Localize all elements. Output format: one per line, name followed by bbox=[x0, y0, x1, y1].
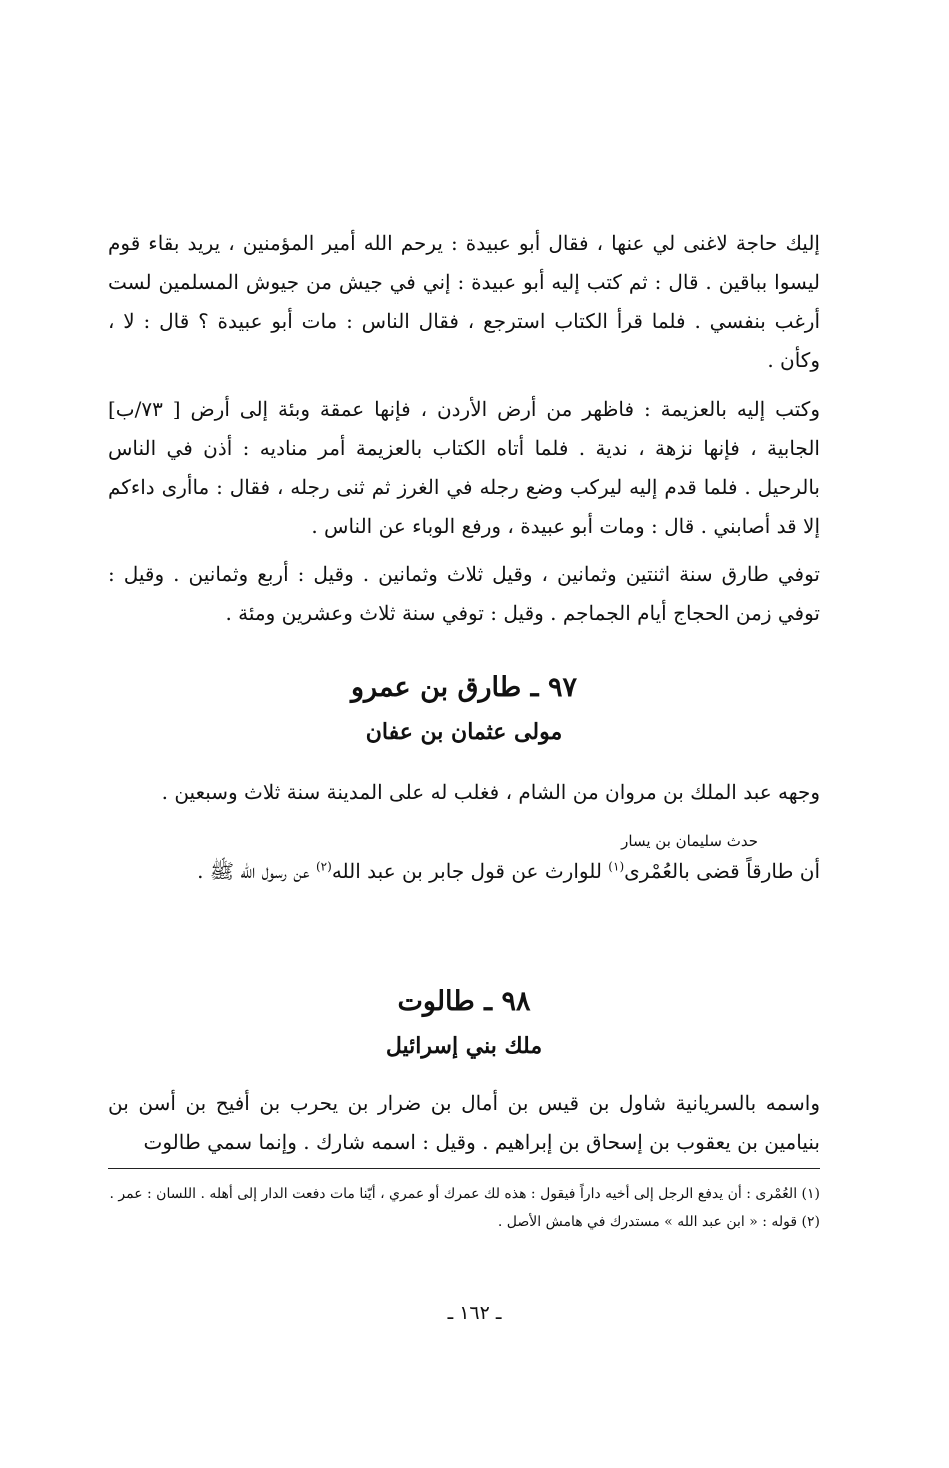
entry-97-isnad: حدث سليمان بن يسار bbox=[621, 832, 758, 850]
hadith-part-b: للوارث عن قول جابر بن عبد الله bbox=[331, 859, 609, 883]
entry-98-subtitle: ملك بني إسرائيل bbox=[385, 1033, 543, 1059]
paragraph-tariq-death: توفي طارق سنة اثنتين وثمانين ، وقيل ثلاث وثمانين . وقيل : أربع وثمانين . وقيل : توفي زمن الحجاج أيام الجماجم . وقيل : توفي سنة ثلاث وعشرين ومئة . bbox=[108, 562, 820, 625]
entry-97-hadith bbox=[108, 852, 820, 891]
footnote-separator bbox=[108, 1168, 820, 1169]
hadith-part-c: عن رسول الله ﷺ . bbox=[197, 859, 316, 883]
entry-98-title: ٩٨ ـ طالوت bbox=[397, 986, 531, 1017]
paragraph-abu-ubayda-reply: إليك حاجة لاغنى لي عنها ، فقال أبو عبيدة : يرحم الله أمير المؤمنين ، يريد بقاء قوم ليسوا بباقين . قال : ثم كتب إليه أبو عبيدة : إني في جيش من جيوش المسلمين لست أرغب بنفسي . فلما قرأ الكتاب استرجع ، فقال الناس : مات أبو عبيدة ؟ قال : لا ، وكأن . bbox=[108, 231, 820, 372]
footnote-2: (٢) قوله : « ابن عبد الله » مستدرك في هامش الأصل . bbox=[497, 1214, 820, 1230]
entry-97-subtitle: مولى عثمان بن عفان bbox=[365, 719, 563, 745]
hadith-part-a: أن طارقاً قضى بالعُمْرى bbox=[624, 859, 820, 883]
entry-98-paragraph: واسمه بالسريانية شاول بن قيس بن أمال بن ضرار بن يحرب بن أفيح بن أسن بن بنيامين بن يعقوب بن إسحاق بن إبراهيم . وقيل : اسمه شارك . وإنما سمي طالوت bbox=[108, 1091, 820, 1154]
footnotes bbox=[108, 1180, 820, 1236]
paragraph-letter-jabiya: وكتب إليه بالعزيمة : فاظهر من أرض الأردن ، فإنها عمقة وبئة إلى أرض [ ٧٣/ب] الجابية ، فإنها نزهة ، ندية . فلما أتاه الكتاب بالعزيمة أمر مناديه : أذن في الناس بالرحيل . فلما قدم إليه ليركب وضع رجله في الغرز ثم ثنى رجله ، فقال : ماأرى داءكم إلا قد أصابني . قال : ومات أبو عبيدة ، ورفع الوباء عن الناس . bbox=[108, 397, 820, 538]
footnote-ref-1[interactable]: (١) bbox=[608, 859, 625, 874]
page-number: ـ ١٦٢ ـ bbox=[447, 1302, 502, 1324]
entry-97-title: ٩٧ ـ طارق بن عمرو bbox=[351, 672, 577, 703]
footnote-ref-2[interactable]: (٢) bbox=[315, 859, 332, 874]
entry-97-paragraph: وجهه عبد الملك بن مروان من الشام ، فغلب له على المدينة سنة ثلاث وسبعين . bbox=[161, 780, 820, 804]
footnote-1: (١) العُمْرى : أن يدفع الرجل إلى أخيه داراً فيقول : هذه لك عمرك أو عمري ، أيّنا مات دفعت الدار إلى أهله . اللسان : عمر . bbox=[109, 1186, 820, 1202]
